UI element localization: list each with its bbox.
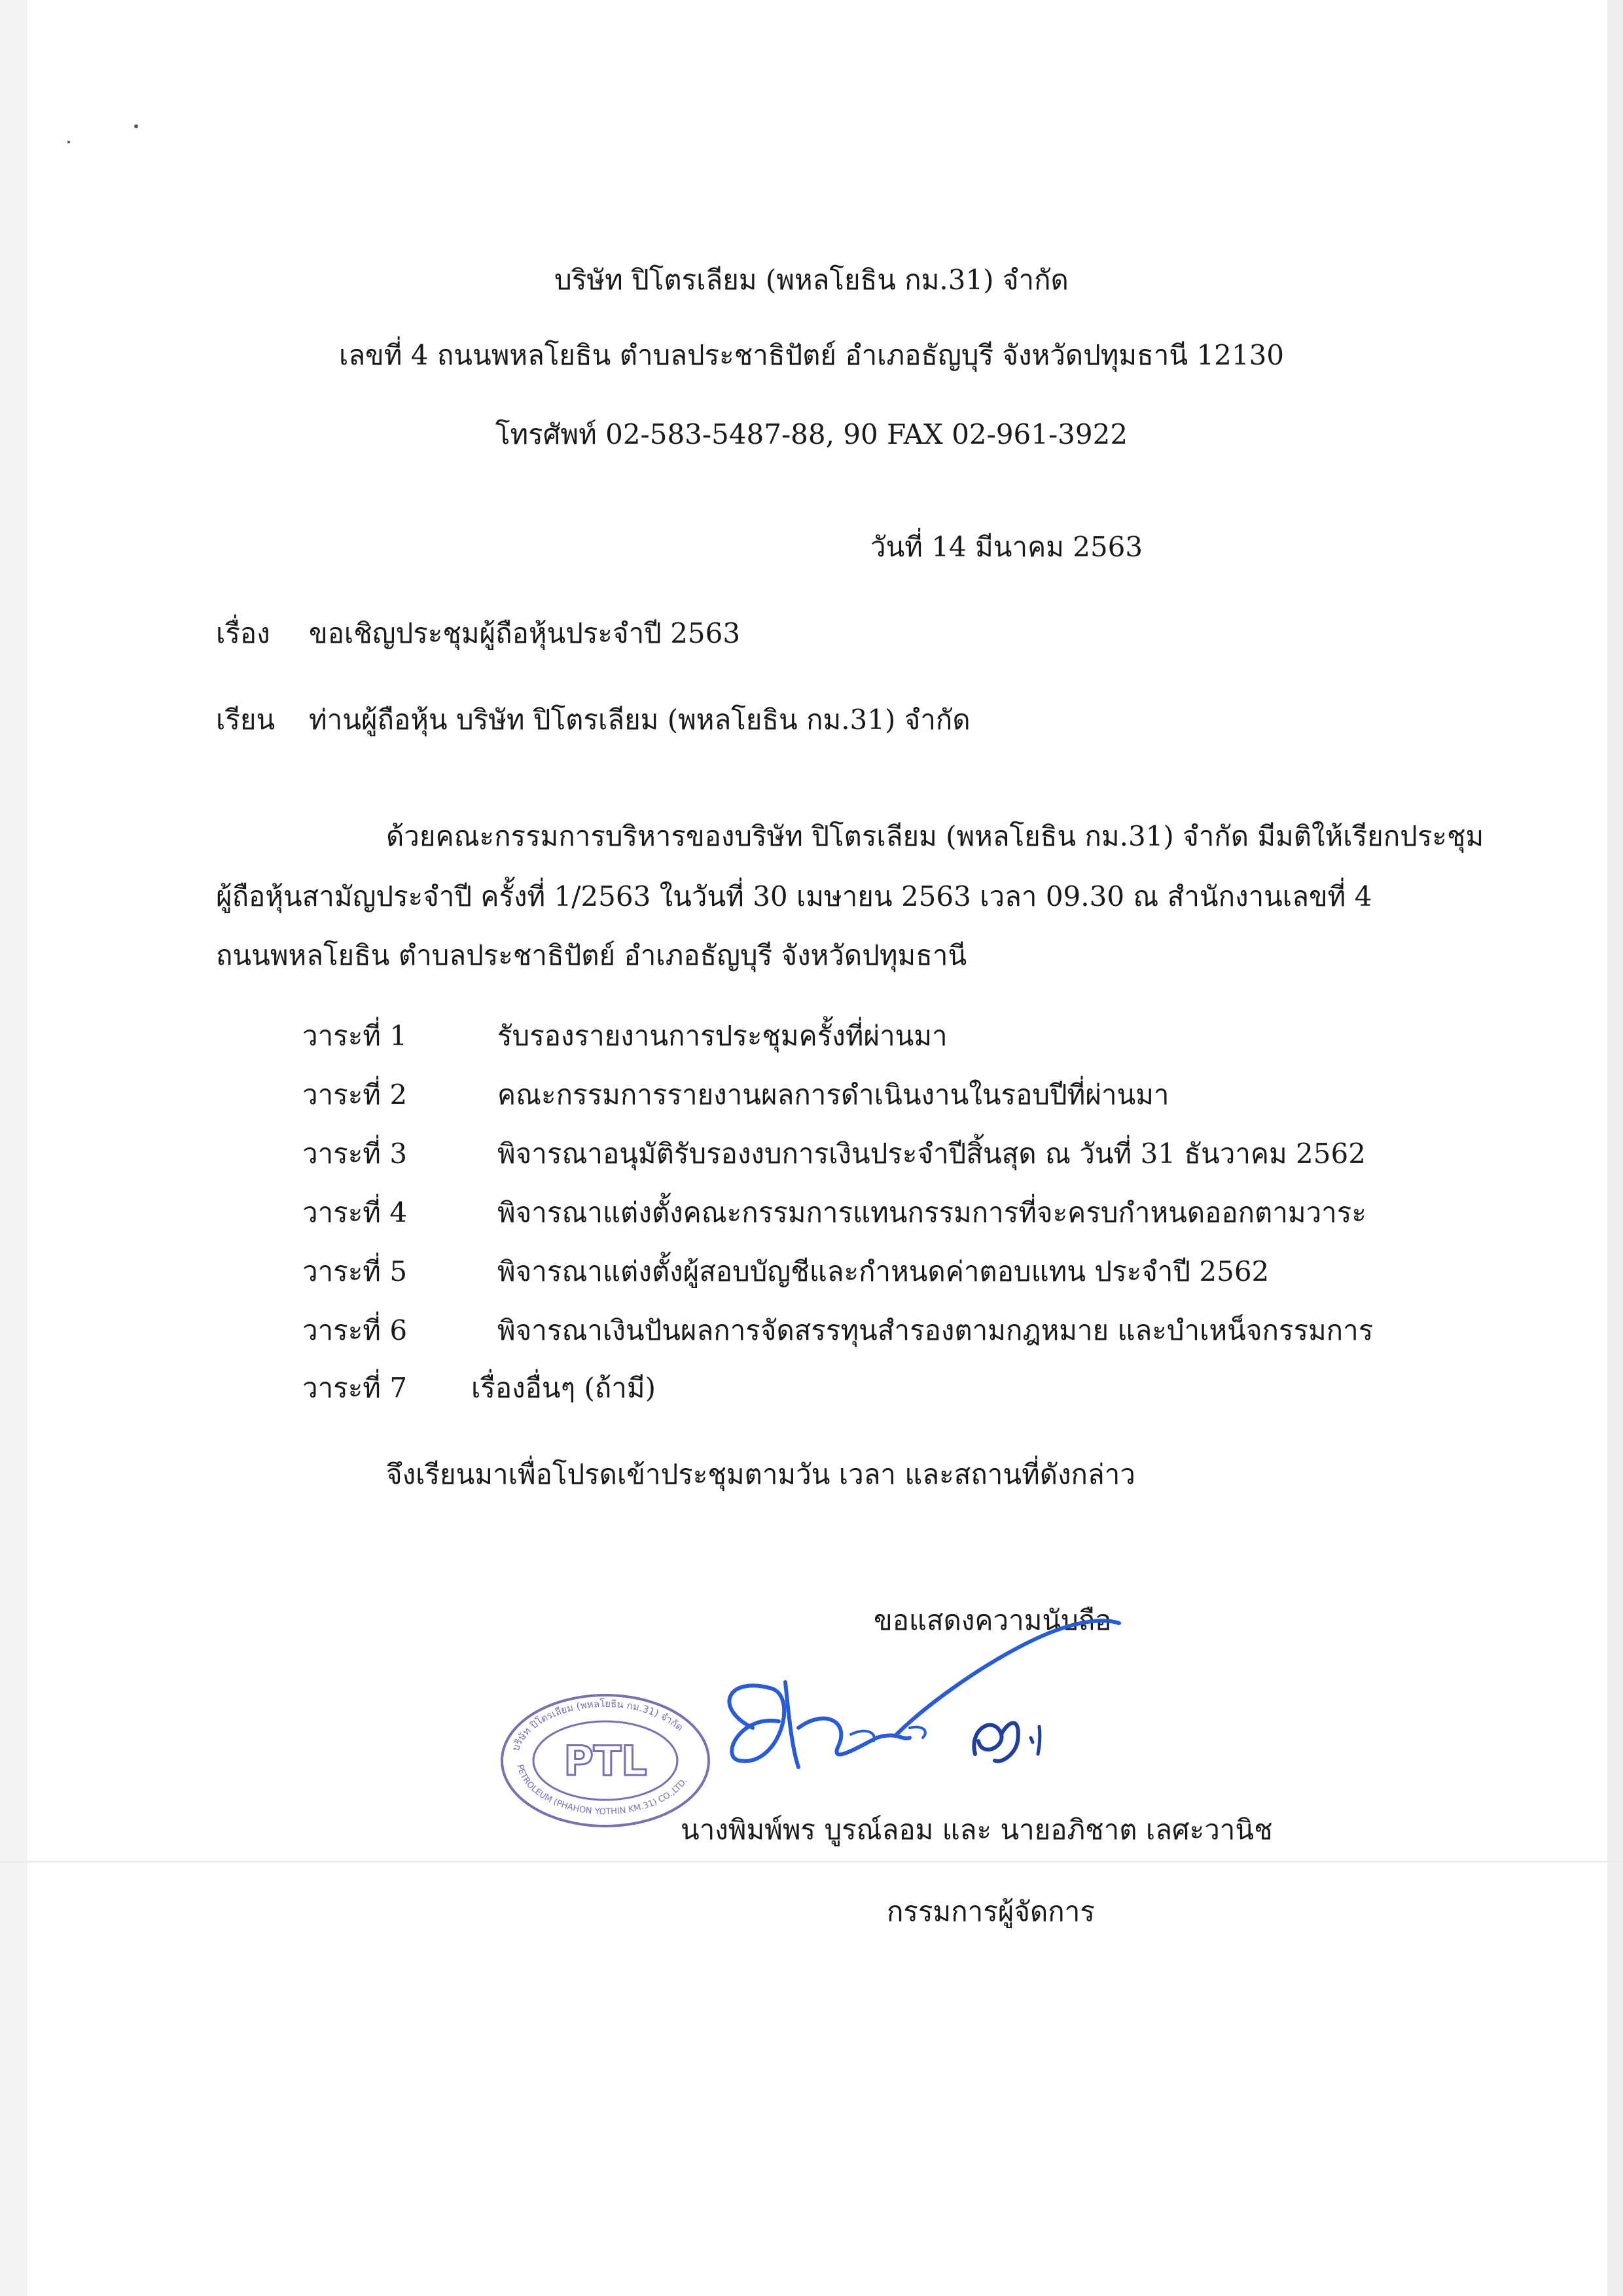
company-name: บริษัท ปิโตรเลียม (พหลโยธิน กม.31) จำกัด	[554, 264, 1069, 296]
agenda-item: พิจารณาแต่งตั้งคณะกรรมการแทนกรรมการที่จะครบกำหนดออกตามวาระ	[497, 1196, 1366, 1229]
signature-icon	[700, 1597, 1158, 1820]
agenda-item: พิจารณาแต่งตั้งผู้สอบบัญชีและกำหนดค่าตอบแทน ประจำปี 2562	[497, 1255, 1270, 1287]
agenda-item: เรื่องอื่นๆ (ถ้ามี)	[471, 1372, 656, 1404]
body-line: ผู้ถือหุ้นสามัญประจำปี ครั้งที่ 1/2563 ในวันที่ 30 เมษายน 2563 เวลา 09.30 ณ สำนักงานเลขที่ 4	[216, 880, 1372, 912]
recipient-label: เรียน	[216, 704, 276, 736]
scan-speck	[134, 124, 138, 128]
company-seal-icon	[497, 1689, 713, 1833]
agenda-number: วาระที่ 5	[302, 1255, 408, 1287]
company-phone: โทรศัพท์ 02-583-5487-88, 90 FAX 02-961-3922	[495, 418, 1128, 450]
agenda-item: รับรองรายงานการประชุมครั้งที่ผ่านมา	[497, 1020, 948, 1052]
agenda-number: วาระที่ 2	[302, 1079, 408, 1111]
agenda-number: วาระที่ 7	[302, 1372, 408, 1404]
body-line: ถนนพหลโยธิน ตำบลประชาธิปัตย์ อำเภอธัญบุรี จังหวัดปทุมธานี	[216, 939, 967, 971]
company-address: เลขที่ 4 ถนนพหลโยธิน ตำบลประชาธิปัตย์ อำเภอธัญบุรี จังหวัดปทุมธานี 12130	[338, 339, 1285, 371]
agenda-item: พิจารณาอนุมัติรับรองงบการเงินประจำปีสิ้นสุด ณ วันที่ 31 ธันวาคม 2562	[497, 1138, 1366, 1170]
signature-icon	[962, 1702, 1060, 1774]
agenda-number: วาระที่ 4	[302, 1196, 408, 1229]
svg-text:PTL: PTL	[563, 1737, 647, 1785]
signatory-names: นางพิมพ์พร บูรณ์ลอม และ นายอภิชาต เลศะวานิช	[681, 1814, 1273, 1846]
agenda-item: คณะกรรมการรายงานผลการดำเนินงานในรอบปีที่ผ่านมา	[497, 1079, 1169, 1111]
closing-line: จึงเรียนมาเพื่อโปรดเข้าประชุมตามวัน เวลา และสถานที่ดังกล่าว	[386, 1458, 1135, 1490]
agenda-number: วาระที่ 3	[302, 1138, 408, 1170]
scan-artifact-line	[0, 1861, 1623, 1863]
signatory-position: กรรมการผู้จัดการ	[887, 1895, 1095, 1928]
letter-date: วันที่ 14 มีนาคม 2563	[870, 531, 1143, 563]
recipient-text: ท่านผู้ถือหุ้น บริษัท ปิโตรเลียม (พหลโยธิน กม.31) จำกัด	[309, 704, 971, 736]
subject-text: ขอเชิญประชุมผู้ถือหุ้นประจำปี 2563	[309, 617, 741, 649]
agenda-item: พิจารณาเงินปันผลการจัดสรรทุนสำรองตามกฎหมาย และบำเหน็จกรรมการ	[497, 1314, 1374, 1346]
body-line: ด้วยคณะกรรมการบริหารของบริษัท ปิโตรเลียม (พหลโยธิน กม.31) จำกัด มีมติให้เรียกประชุม	[386, 820, 1484, 852]
svg-text:บริษัท ปิโตรเลียม (พหลโยธิน กม: บริษัท ปิโตรเลียม (พหลโยธิน กม.31) จำกัด	[509, 1697, 686, 1753]
agenda-number: วาระที่ 1	[302, 1020, 408, 1052]
regards: ขอแสดงความนับถือ	[874, 1604, 1112, 1636]
svg-text:PETROLEUM (PHAHON YOTHIN KM.31: PETROLEUM (PHAHON YOTHIN KM.31) CO.,LTD.	[514, 1763, 690, 1818]
agenda-number: วาระที่ 6	[302, 1314, 408, 1346]
subject-label: เรื่อง	[216, 617, 270, 649]
scan-speck	[67, 141, 70, 143]
